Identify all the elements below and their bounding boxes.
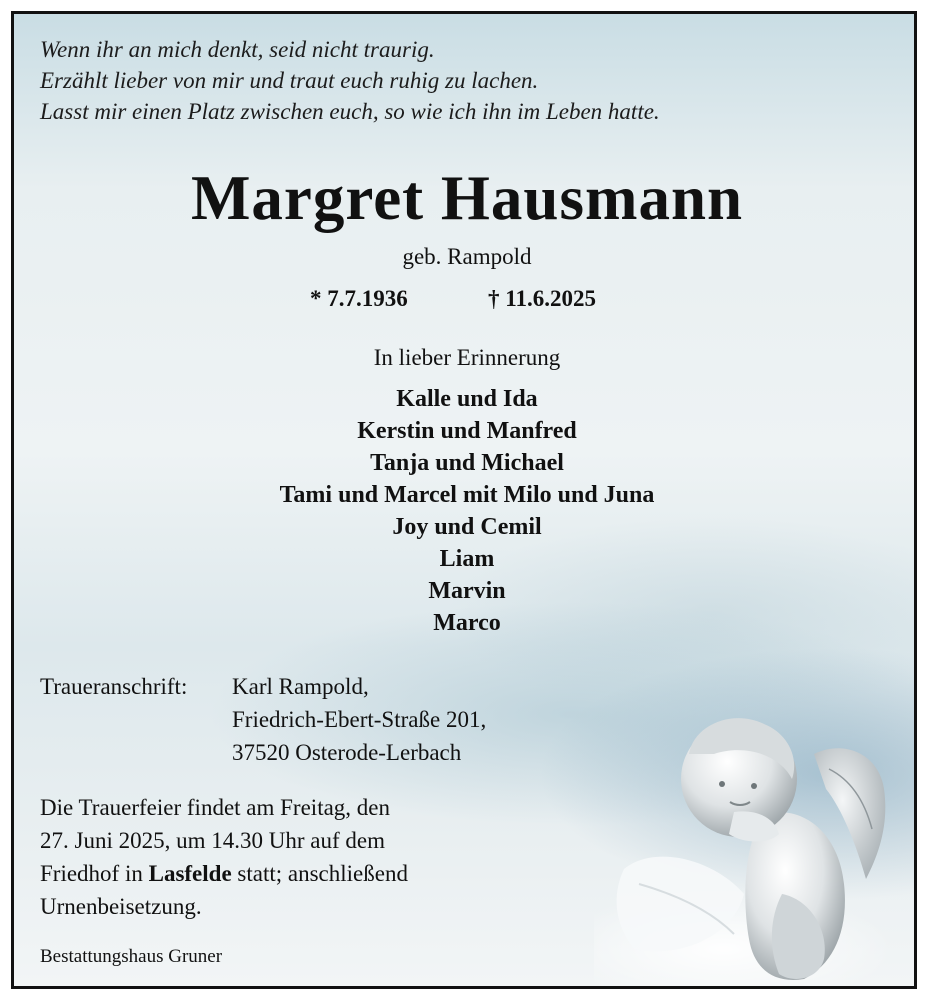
family-member: Tanja und Michael [370, 450, 564, 476]
poem-line: Erzählt lieber von mir und traut euch ruhig zu lachen. [40, 68, 539, 93]
family-member: Kalle und Ida [396, 386, 538, 412]
address-line: Friedrich-Ebert-Straße 201, [232, 707, 487, 732]
poem-line: Wenn ihr an mich denkt, seid nicht traurig. [40, 37, 435, 62]
poem-verse [40, 34, 900, 127]
family-member: Tami und Marcel mit Milo und Juna [279, 482, 655, 508]
memory-line: In lieber Erinnerung [373, 345, 561, 370]
service-text: Friedhof in [40, 861, 149, 886]
family-member: Liam [439, 546, 495, 572]
death-date: † 11.6.2025 [488, 286, 596, 311]
family-member: Kerstin und Manfred [357, 418, 577, 444]
service-line: 27. Juni 2025, um 14.30 Uhr auf dem [40, 828, 385, 853]
family-member: Marvin [428, 578, 506, 604]
service-line [40, 857, 408, 890]
obituary-notice [11, 11, 917, 989]
cherub-angel-figurine [594, 694, 914, 989]
family-member: Marco [433, 610, 501, 636]
address-line: Karl Rampold, [232, 674, 369, 699]
birth-date: * 7.7.1936 [310, 286, 408, 311]
service-text: statt; anschließend [231, 861, 408, 886]
service-line: Urnenbeisetzung. [40, 894, 202, 919]
address-line: 37520 Osterode-Lerbach [232, 740, 462, 765]
mourning-address [232, 670, 486, 769]
family-member: Joy und Cemil [392, 514, 542, 540]
service-info [40, 791, 408, 923]
funeral-home: Bestattungshaus Gruner [40, 946, 223, 967]
maiden-name: geb. Rampold [402, 244, 532, 269]
cemetery-location: Lasfelde [148, 861, 232, 886]
address-label: Traueranschrift: [40, 674, 188, 699]
family-list [14, 383, 917, 639]
service-line: Die Trauerfeier findet am Freitag, den [40, 795, 390, 820]
poem-line: Lasst mir einen Platz zwischen euch, so wie ich ihn im Leben hatte. [40, 99, 660, 124]
deceased-name: Margret Hausmann [190, 163, 744, 233]
